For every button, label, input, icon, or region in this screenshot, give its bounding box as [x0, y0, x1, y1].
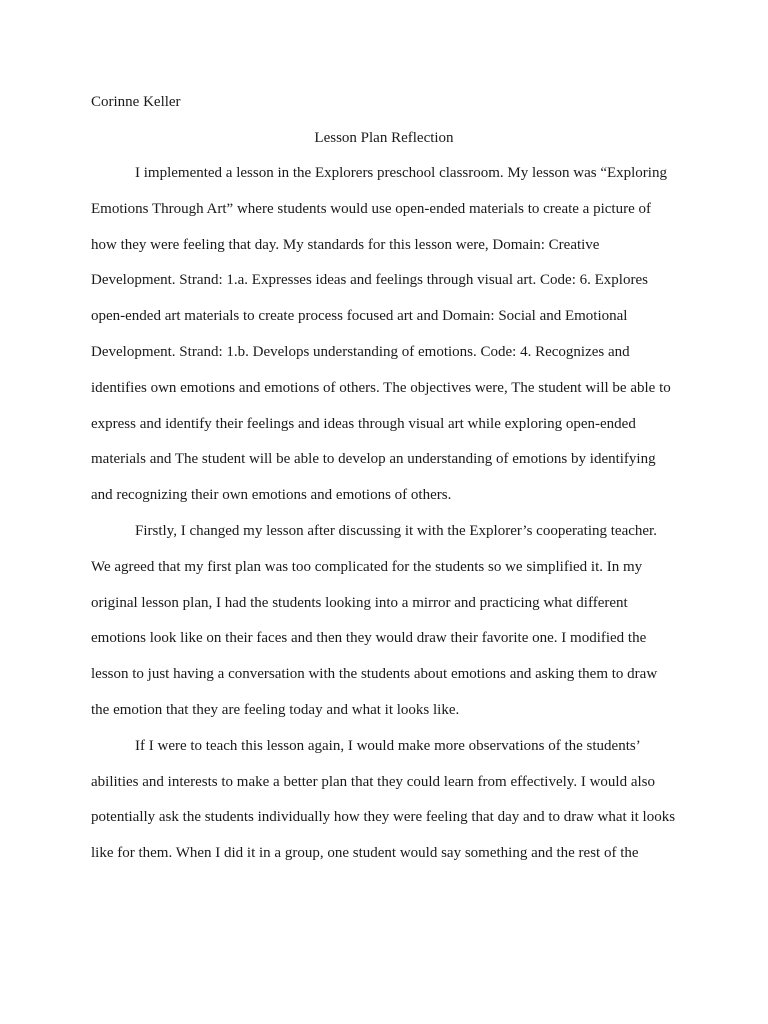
body-text-line: Development. Strand: 1.b. Develops understanding of emotions. Code: 4. Recognizes and [91, 344, 630, 360]
body-text-line: lesson to just having a conversation with the students about emotions and asking them to draw [91, 666, 658, 682]
body-text-line: and recognizing their own emotions and emotions of others. [91, 487, 452, 503]
body-text-line: I implemented a lesson in the Explorers preschool classroom. My lesson was “Exploring [135, 165, 667, 181]
body-text-line: the emotion that they are feeling today and what it looks like. [91, 702, 460, 718]
author-name: Corinne Keller [91, 94, 181, 110]
body-text-line: express and identify their feelings and ideas through visual art while exploring open-ended [91, 416, 636, 432]
body-text-line: Emotions Through Art” where students would use open-ended materials to create a picture of [91, 201, 651, 217]
body-text-line: emotions look like on their faces and then they would draw their favorite one. I modified the [91, 630, 647, 646]
body-text-line: original lesson plan, I had the students looking into a mirror and practicing what different [91, 595, 628, 611]
body-text-line: materials and The student will be able to develop an understanding of emotions by identifying [91, 451, 656, 467]
document-title: Lesson Plan Reflection [314, 130, 454, 146]
body-text-line: like for them. When I did it in a group, one student would say something and the rest of the [91, 845, 639, 861]
body-text-line: If I were to teach this lesson again, I would make more observations of the students’ [135, 738, 641, 754]
body-text-line: Firstly, I changed my lesson after discussing it with the Explorer’s cooperating teacher. [135, 523, 657, 539]
body-text-line: how they were feeling that day. My standards for this lesson were, Domain: Creative [91, 237, 600, 253]
body-text-line: abilities and interests to make a better plan that they could learn from effectively. I would also [91, 774, 655, 790]
body-text-line: potentially ask the students individually how they were feeling that day and to draw what it looks [91, 809, 676, 825]
body-text-line: We agreed that my first plan was too complicated for the students so we simplified it. In my [91, 559, 643, 575]
body-text-line: Development. Strand: 1.a. Expresses ideas and feelings through visual art. Code: 6. Explores [91, 272, 648, 288]
body-text-line: identifies own emotions and emotions of others. The objectives were, The student will be able to [91, 380, 671, 396]
body-text-line: open-ended art materials to create process focused art and Domain: Social and Emotional [91, 308, 628, 324]
